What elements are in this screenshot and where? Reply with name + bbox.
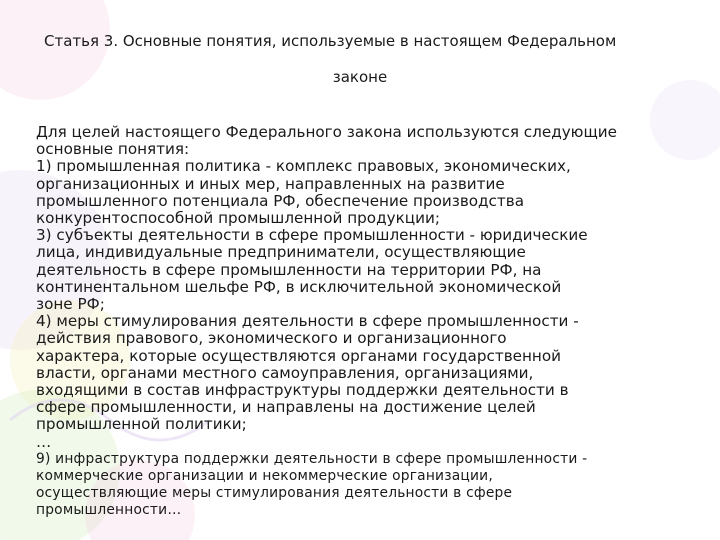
text-line: входящими в состав инфраструктуры поддержки деятельности в (36, 381, 569, 400)
slide-content (36, 14, 690, 534)
slide-title (36, 14, 690, 104)
text-line: промышленного потенциала РФ, обеспечение производства (36, 191, 525, 210)
text-line: коммерческие организации и некоммерческие организации, (36, 467, 493, 484)
ellipsis-line (36, 434, 690, 451)
text-line: организационных и иных мер, направленных на развитие (36, 174, 505, 193)
text-line: конкурентоспособной промышленной продукции; (36, 209, 440, 228)
text-line: характера, которые осуществляются органами государственной (36, 346, 562, 365)
definitions-list (36, 124, 690, 519)
text-line: зоне РФ; (36, 295, 105, 314)
intro-paragraph (36, 124, 690, 158)
title-line: законе (332, 68, 388, 86)
text-line: действия правового, экономического и организационного (36, 329, 507, 348)
definition-item (36, 313, 690, 433)
text-line: 1) промышленная политика - комплекс правовых, экономических, (36, 157, 571, 176)
text-line: промышленной политики; (36, 415, 247, 434)
text-line: основные понятия: (36, 140, 190, 159)
text-line: лица, индивидуальные предприниматели, осуществляющие (36, 243, 526, 262)
text-line: деятельность в сфере промышленности на территории РФ, на (36, 260, 542, 279)
text-line: власти, органами местного самоуправления, организациями, (36, 363, 534, 382)
definition-item (36, 227, 690, 313)
text-line: промышленности… (36, 501, 182, 518)
text-line: 4) меры стимулирования деятельности в сфере промышленности - (36, 312, 579, 331)
text-line: 3) субъекты деятельности в сфере промышленности - юридические (36, 226, 588, 245)
text-line: … (36, 432, 52, 451)
text-line: Для целей настоящего Федерального закона используются следующие (36, 123, 617, 141)
text-line: 9) инфраструктура поддержки деятельности в сфере промышленности - (36, 450, 588, 467)
text-line: осуществляющие меры стимулирования деятельности в сфере (36, 484, 513, 501)
text-line: континентальном шельфе РФ, в исключительной экономической (36, 277, 562, 296)
definition-item (36, 158, 690, 227)
title-line: Статья 3. Основные понятия, используемые в настоящем Федеральном (44, 32, 617, 50)
text-line: сфере промышленности, и направлены на достижение целей (36, 398, 536, 417)
definition-item (36, 451, 690, 519)
